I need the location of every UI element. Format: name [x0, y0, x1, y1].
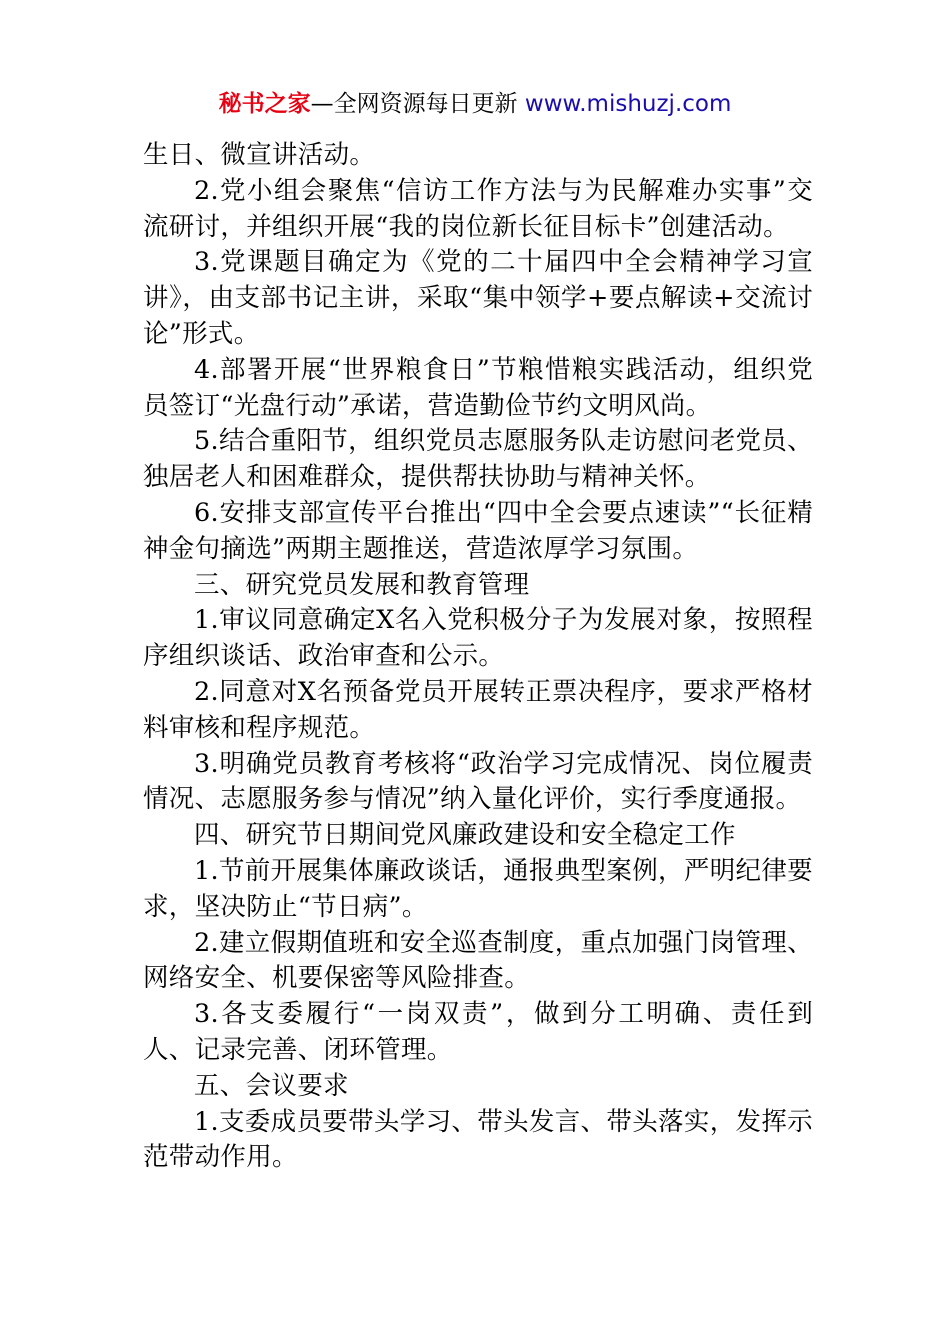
section-heading: 五、会议要求: [194, 1070, 349, 1101]
paragraph: 2.同意对X名预备党员开展转正票决程序，要求严格材料审核和程序规范。: [143, 676, 813, 743]
paragraph: 6.安排支部宣传平台推出“四中全会要点速读”“长征精神金句摘选”两期主题推送，营造浓厚学习氛围。: [143, 497, 813, 564]
paragraph-continuation: 生日、微宣讲活动。: [143, 140, 376, 170]
paragraph: 1.支委成员要带头学习、带头发言、带头落实，发挥示范带动作用。: [143, 1106, 813, 1173]
site-brand: 秘书之家: [218, 91, 311, 117]
paragraph: 5.结合重阳节，组织党员志愿服务队走访慰问老党员、独居老人和困难群众，提供帮扶协助与精神关怀。: [143, 426, 813, 493]
site-url-link[interactable]: www.mishuzj.com: [524, 91, 732, 117]
document-body: [143, 138, 813, 1176]
paragraph: 1.节前开展集体廉政谈话，通报典型案例，严明纪律要求，坚决防止“节日病”。: [143, 855, 813, 922]
paragraph: 3.明确党员教育考核将“政治学习完成情况、岗位履责情况、志愿服务参与情况”纳入量化评价，实行季度通报。: [143, 748, 813, 815]
paragraph: 3.党课题目确定为《党的二十届四中全会精神学习宣讲》，由支部书记主讲，采取“集中领学+要点解读+交流讨论”形式。: [143, 247, 813, 349]
paragraph: 2.党小组会聚焦“信访工作方法与为民解难办实事”交流研讨，并组织开展“我的岗位新长征目标卡”创建活动。: [143, 175, 813, 242]
section-heading: 四、研究节日期间党风廉政建设和安全稳定工作: [194, 820, 736, 851]
site-tagline: —全网资源每日更新: [310, 91, 525, 117]
section-heading: 三、研究党员发展和教育管理: [194, 569, 530, 600]
paragraph: 1.审议同意确定X名入党积极分子为发展对象，按照程序组织谈话、政治审查和公示。: [143, 605, 813, 672]
site-header: [0, 88, 950, 120]
paragraph: 4.部署开展“世界粮食日”节粮惜粮实践活动，组织党员签订“光盘行动”承诺，营造勤俭节约文明风尚。: [143, 354, 813, 421]
paragraph: 3.各支委履行“一岗双责”，做到分工明确、责任到人、记录完善、闭环管理。: [143, 999, 813, 1065]
paragraph: 2.建立假期值班和安全巡查制度，重点加强门岗管理、网络安全、机要保密等风险排查。: [143, 927, 813, 994]
